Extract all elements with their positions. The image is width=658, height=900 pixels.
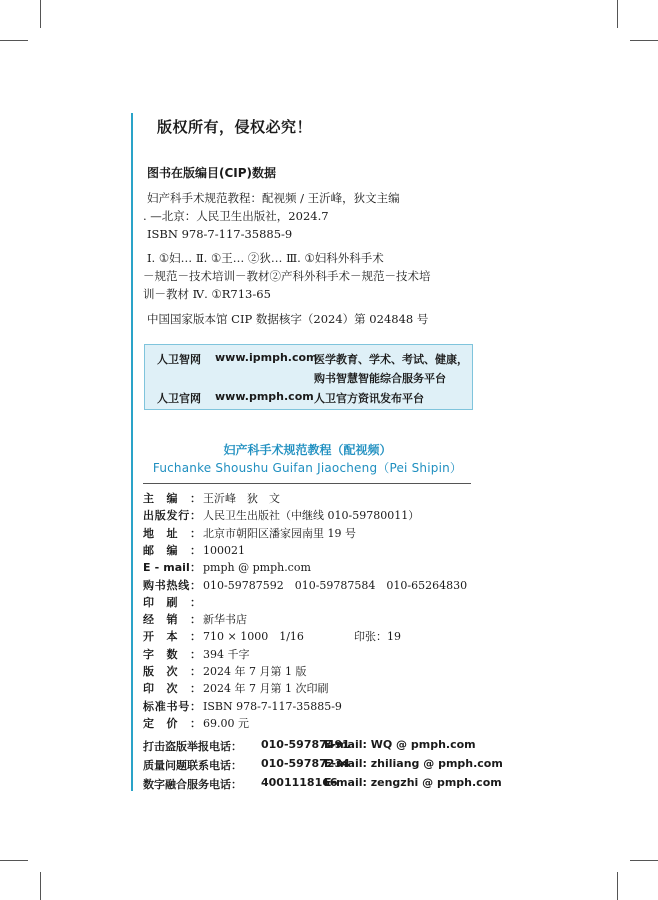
detail-value: 2024 年 7 月第 1 次印刷 (203, 682, 329, 696)
detail-value: ISBN 978-7-117-35885-9 (203, 699, 342, 713)
detail-row (143, 646, 250, 664)
cip-line: ISBN 978-7-117-35885-9 (147, 227, 293, 241)
detail-label: 印刷： (143, 595, 201, 609)
cip-line: Ⅰ. ①妇… Ⅱ. ①王… ②狄… Ⅲ. ①妇科外科手术 (147, 251, 384, 265)
cip-heading: 图书在版编目(CIP)数据 (147, 166, 277, 180)
detail-value: 北京市朝阳区潘家园南里 19 号 (203, 526, 356, 540)
cip-line: . —北京：人民卫生出版社，2024.7 (143, 209, 329, 223)
detail-value: 69.00 元 (203, 716, 249, 730)
crop-mark (0, 40, 28, 41)
contact-phone: 010-59787234 (261, 757, 350, 770)
detail-label: 定价： (143, 716, 201, 730)
cip-line: 训－教材 Ⅳ. ①R713-65 (143, 287, 271, 301)
contact-email[interactable]: E-mail: WQ @ pmph.com (324, 738, 476, 751)
detail-value: 100021 (203, 543, 245, 557)
contact-label: 质量问题联系电话： (143, 759, 242, 772)
detail-row (143, 594, 203, 612)
crop-mark (0, 860, 28, 861)
detail-row (143, 698, 342, 716)
detail-label: 版次： (143, 665, 201, 678)
site1-desc: 购书智慧智能综合服务平台 (314, 372, 446, 385)
detail-row (143, 663, 306, 681)
crop-mark (617, 0, 618, 28)
book-title: 妇产科手术规范教程（配视频） (223, 443, 392, 457)
detail-label: 出版发行： (143, 509, 201, 523)
crop-mark (630, 40, 658, 41)
site1-url[interactable]: www.ipmph.com (215, 351, 318, 364)
detail-value: 010-59787592 010-59787584 010-65264830 (203, 578, 468, 592)
detail-row (143, 611, 247, 629)
detail-row (143, 542, 245, 560)
detail-value: 王沂峰 狄 文 (203, 492, 280, 505)
site1-name: 人卫智网 (157, 353, 201, 366)
cip-line: －规范－技术培训－教材②产科外科手术－规范－技术培 (143, 269, 431, 283)
detail-label: 经销： (143, 613, 201, 627)
detail-row (143, 628, 401, 646)
contact-email[interactable]: E-mail: zhiliang @ pmph.com (324, 757, 503, 770)
detail-value: pmph @ pmph.com (203, 561, 311, 575)
crop-mark (630, 860, 658, 861)
book-title-pinyin: Fuchanke Shoushu Guifan Jiaocheng（Pei Shipin） (152, 461, 463, 475)
detail-value: 人民卫生出版社（中继线 010-59780011） (203, 509, 420, 523)
detail-value: 394 千字 (203, 647, 250, 661)
contact-label: 数字融合服务电话： (143, 778, 242, 791)
detail-label: 印次： (143, 682, 201, 696)
crop-mark (40, 872, 41, 900)
detail-label: 主编： (143, 492, 201, 505)
detail-label: 字数： (143, 647, 201, 661)
copyright-headline: 版权所有，侵权必究！ (157, 118, 313, 136)
accent-bar (131, 113, 133, 791)
detail-row (143, 525, 356, 543)
detail-label: 地址： (143, 526, 201, 540)
detail-value: 2024 年 7 月第 1 版 (203, 665, 307, 678)
website-info-box (144, 344, 473, 410)
detail-label: 标准书号： (143, 699, 201, 713)
site1-desc: 医学教育、学术、考试、健康， (314, 353, 468, 366)
detail-row (143, 490, 280, 508)
cip-number: 中国国家版本馆 CIP 数据核字（2024）第 024848 号 (147, 312, 429, 326)
crop-mark (617, 872, 618, 900)
detail-row (143, 715, 249, 733)
site2-desc: 人卫官方资讯发布平台 (314, 392, 424, 405)
detail-row (143, 559, 311, 577)
detail-label: E - mail： (143, 561, 201, 575)
detail-extra: 印张：19 (354, 630, 401, 644)
site2-name: 人卫官网 (157, 392, 201, 405)
detail-value: 新华书店 (203, 613, 247, 627)
divider (143, 483, 471, 484)
contact-label: 打击盗版举报电话： (143, 740, 242, 753)
detail-label: 开本： (143, 630, 201, 644)
contact-email[interactable]: E-mail: zengzhi @ pmph.com (324, 776, 502, 789)
detail-label: 购书热线： (143, 578, 201, 592)
cip-line: 妇产科手术规范教程：配视频 / 王沂峰，狄文主编 (147, 191, 400, 205)
site2-url[interactable]: www.pmph.com (215, 390, 314, 403)
contact-phone: 4001118166 (261, 776, 338, 789)
detail-label: 邮编： (143, 543, 201, 557)
contact-phone: 010-59787491 (261, 738, 350, 751)
detail-value: 710 × 1000 1/16 (203, 630, 304, 644)
crop-mark (40, 0, 41, 28)
detail-row (143, 577, 467, 595)
detail-row (143, 680, 328, 698)
detail-row (143, 507, 419, 525)
